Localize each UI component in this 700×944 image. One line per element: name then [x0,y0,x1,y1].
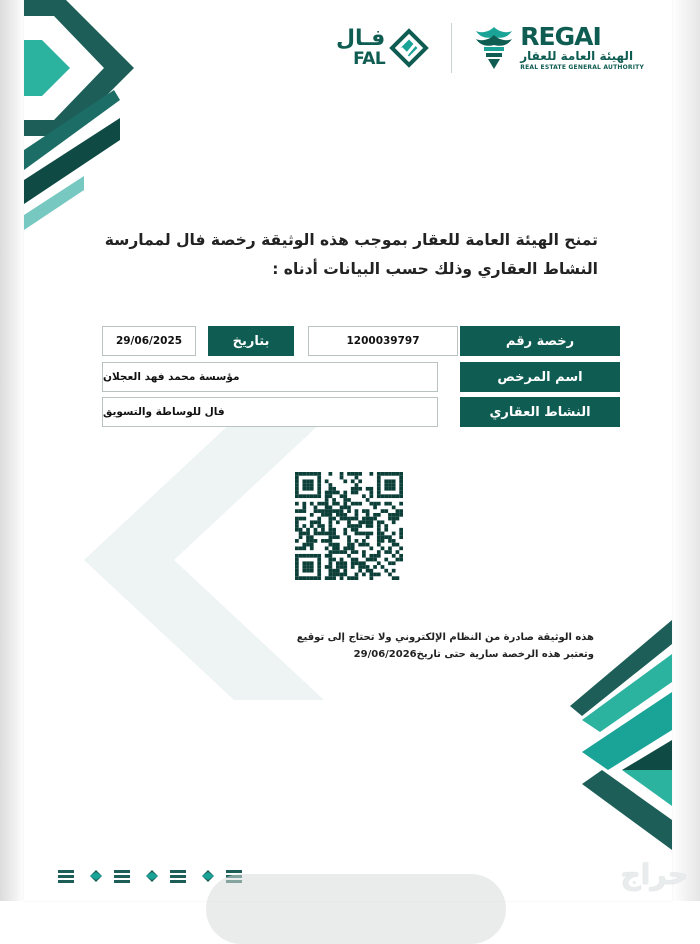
intro-line-1: تمنح الهيئة العامة للعقار بموجب هذه الوثيقة رخصة فال لممارسة [104,231,598,249]
footer-line-1: هذه الوثيقة صادرة من النظام الإلكتروني ولا تحتاج إلى توقيع [296,632,594,643]
license-number-row [102,326,620,356]
regai-logo-arabic: الهيئة العامة للعقار [520,48,634,63]
fal-diamond-icon [389,28,429,68]
license-number-label: رخصة رقم [460,326,620,356]
licensee-value: مؤسسة محمد فهد العجلان [102,362,438,392]
license-document [24,0,672,901]
activity-row [102,397,620,427]
regai-logo-english: REGAI [520,21,601,51]
activity-label: النشاط العقاري [460,397,620,427]
page-edge-right [672,0,700,901]
page-edge-left [0,0,24,901]
decorative-chevrons-top-left [24,0,134,240]
validity-text: وتعتبر هذه الرخصة سارية حتى تاريخ [416,649,594,660]
intro-line-2: النشاط العقاري وذلك حسب البيانات أدناه : [272,260,598,278]
qr-code-image [291,468,407,584]
date-label: بتاريخ [208,326,294,356]
licensee-label: اسم المرخص [460,362,620,392]
expiry-date: 29/06/2026 [353,649,417,660]
logo-divider [451,23,452,73]
date-value: 29/06/2025 [102,326,196,356]
footer-line-2 [174,647,594,662]
regai-logo-subtitle: REAL ESTATE GENERAL AUTHORITY [520,63,644,71]
fal-logo [336,28,429,68]
license-number-value: 1200039797 [308,326,458,356]
header-logos [336,18,644,78]
overlay-bubble [206,874,506,944]
regai-logo [474,21,644,72]
site-watermark: حراج [620,858,688,891]
intro-paragraph [78,226,598,284]
fal-logo-arabic: فـال [335,26,386,51]
footer-notice [174,630,594,664]
qr-code[interactable] [291,468,407,584]
fal-logo-english: FAL [353,49,386,69]
regai-emblem-icon [474,25,514,71]
licensee-row [102,362,620,392]
activity-value: فال للوساطة والتسويق [102,397,438,427]
